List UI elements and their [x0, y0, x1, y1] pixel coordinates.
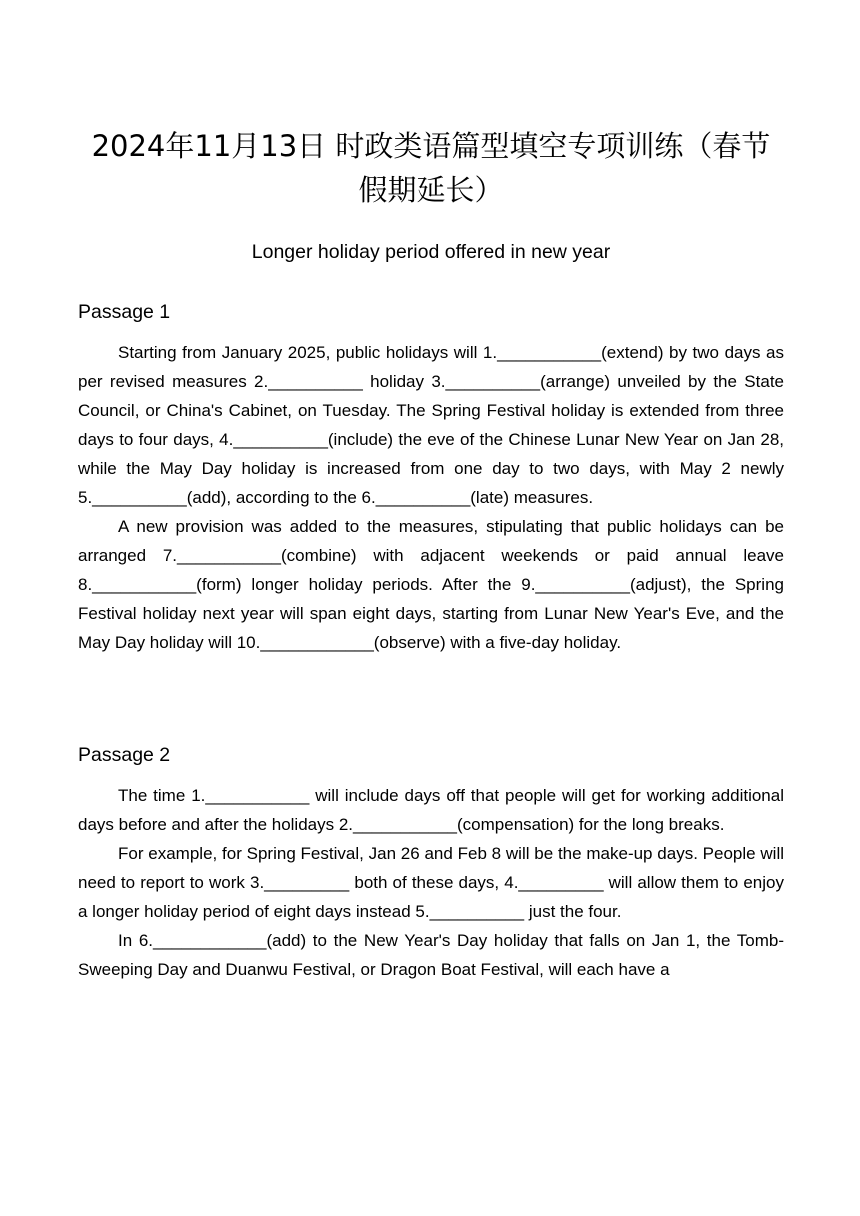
passage-paragraph: In 6.____________(add) to the New Year's Day holiday that falls on Jan 1, the Tomb-Sweeping Day and Duanwu Festival, or Dragon Boat Festival, will each have a [78, 931, 784, 979]
passage-heading: Passage 2 [78, 744, 171, 766]
passage-paragraph: The time 1.___________ will include days off that people will get for working additional days before and after the holidays 2.___________(compensation) for the long breaks. [78, 786, 784, 834]
document-title: 2024年11月13日 时政类语篇型填空专项训练（春节假期延长） [91, 129, 771, 207]
passage-paragraph: A new provision was added to the measures, stipulating that public holidays can be arranged 7.___________(combine) with adjacent weekends or paid annual leave 8.___________(form) longer holiday periods. After the 9.__________(adjust), the Spring Festival holiday next year will span eight days, starting from Lunar New Year's Eve, and the May Day holiday will 10.____________(observe) with a five-day holiday. [78, 517, 784, 652]
document-page [78, 0, 784, 984]
passage-heading: Passage 1 [78, 301, 171, 323]
passage-1 [78, 299, 784, 657]
passage-2 [78, 742, 784, 984]
document-subtitle: Longer holiday period offered in new year [251, 241, 611, 263]
passage-paragraph: For example, for Spring Festival, Jan 26 and Feb 8 will be the make-up days. People will need to report to work 3._________ both of these days, 4._________ will allow them to enjoy a longer holiday period of eight days instead 5.__________ just the four. [78, 844, 784, 921]
passage-paragraph: Starting from January 2025, public holidays will 1.___________(extend) by two days as per revised measures 2.__________ holiday 3.__________(arrange) unveiled by the State Council, or China's Cabinet, on Tuesday. The Spring Festival holiday is extended from three days to four days, 4.__________(include) the eve of the Chinese Lunar New Year on Jan 28, while the May Day holiday is increased from one day to two days, with May 2 newly 5.__________(add), according to the 6.__________(late) measures. [78, 343, 784, 507]
